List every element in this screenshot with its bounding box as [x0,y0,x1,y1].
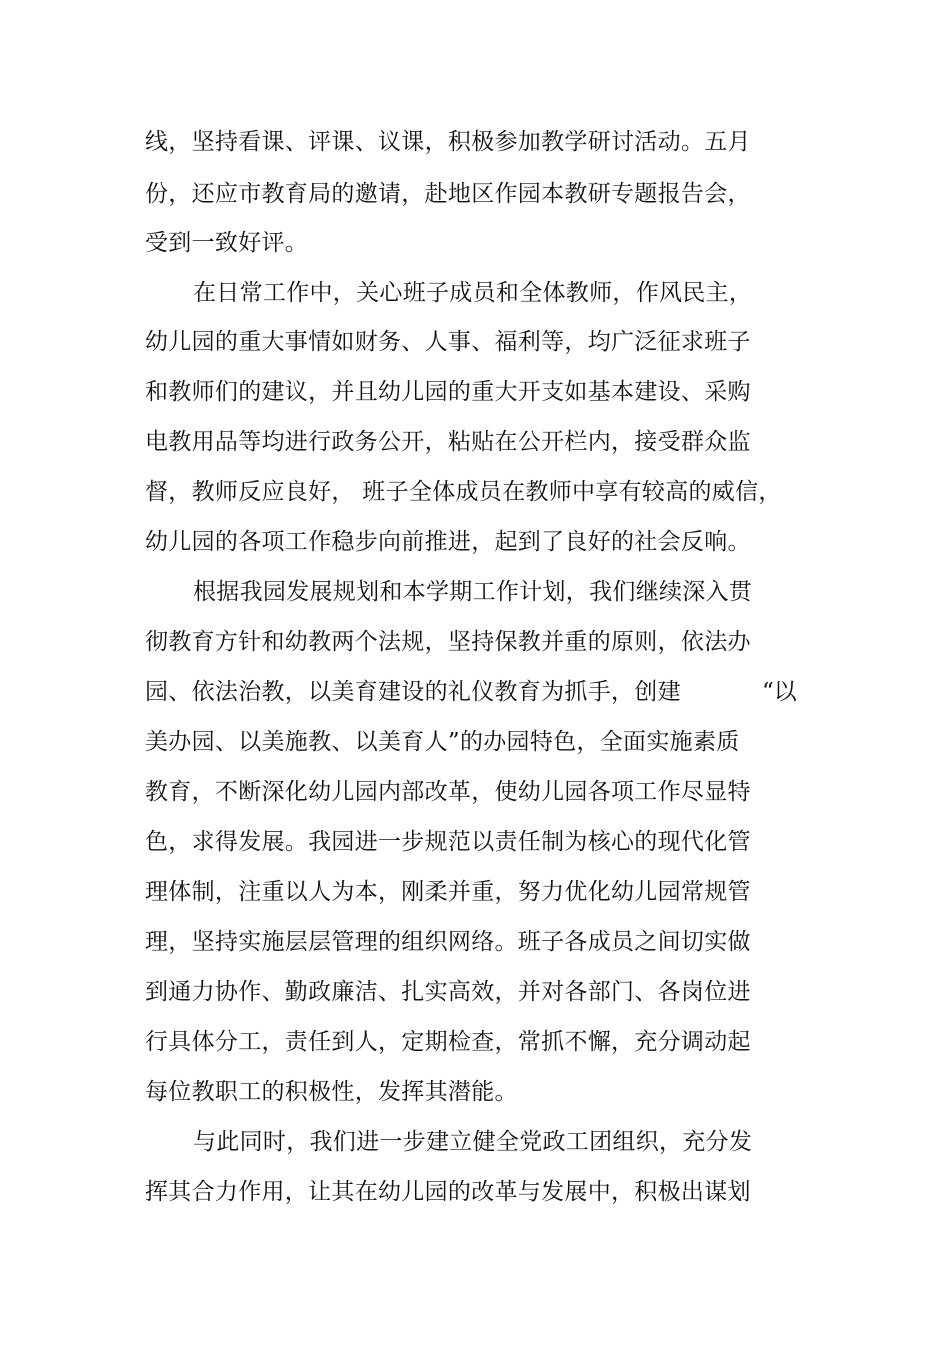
text-line: 幼儿园的各项工作稳步向前推进，起到了良好的社会反响。 [145,529,751,555]
text-line: 彻教育方针和幼教两个法规，坚持保教并重的原则，依法办 [145,629,751,655]
text-line: 电教用品等均进行政务公开，粘贴在公开栏内，接受群众监 [145,429,751,455]
text-line: 理体制，注重以人为本，刚柔并重，努力优化幼儿园常规管 [145,879,751,905]
text-line: 和教师们的建议，并且幼儿园的重大开支如基本建设、采购 [145,379,751,405]
text-line: 色，求得发展。我园进一步规范以责任制为核心的现代化管 [145,829,751,855]
text-line: 行具体分工，责任到人，定期检查，常抓不懈，充分调动起 [145,1029,751,1055]
text-line: 线，坚持看课、评课、议课，积极参加教学研讨活动。五月 [145,129,751,155]
text-line: 到通力协作、勤政廉洁、扎实高效，并对各部门、各岗位进 [145,979,751,1005]
paragraph-first-line: 在日常工作中，关心班子成员和全体教师，作风民主， [193,280,753,306]
text-line: 份，还应市教育局的邀请，赴地区作园本教研专题报告会， [145,181,751,207]
text-line: 园、依法治教，以美育建设的礼仪教育为抓手，创建 [145,679,681,705]
text-line: 教育，不断深化幼儿园内部改革，使幼儿园各项工作尽显特 [145,779,751,805]
text-line: 督，教师反应良好， 班子全体成员在教师中享有较高的威信， [145,479,782,505]
text-line: 幼儿园的重大事情如财务、人事、福利等，均广泛征求班子 [145,329,751,355]
quote-fragment: “以 [762,679,797,705]
text-line: 受到一致好评。 [145,230,309,256]
text-line: 理，坚持实施层层管理的组织网络。班子各成员之间切实做 [145,929,751,955]
text-line: 美办园、以美施教、以美育人”的办园特色，全面实施素质 [145,729,740,755]
text-line: 每位教职工的积极性，发挥其潜能。 [145,1079,518,1105]
paragraph-first-line: 与此同时，我们进一步建立健全党政工团组织，充分发 [193,1129,753,1155]
paragraph-first-line: 根据我园发展规划和本学期工作计划，我们继续深入贯 [193,579,753,605]
text-line: 挥其合力作用，让其在幼儿园的改革与发展中，积极出谋划 [145,1179,751,1205]
